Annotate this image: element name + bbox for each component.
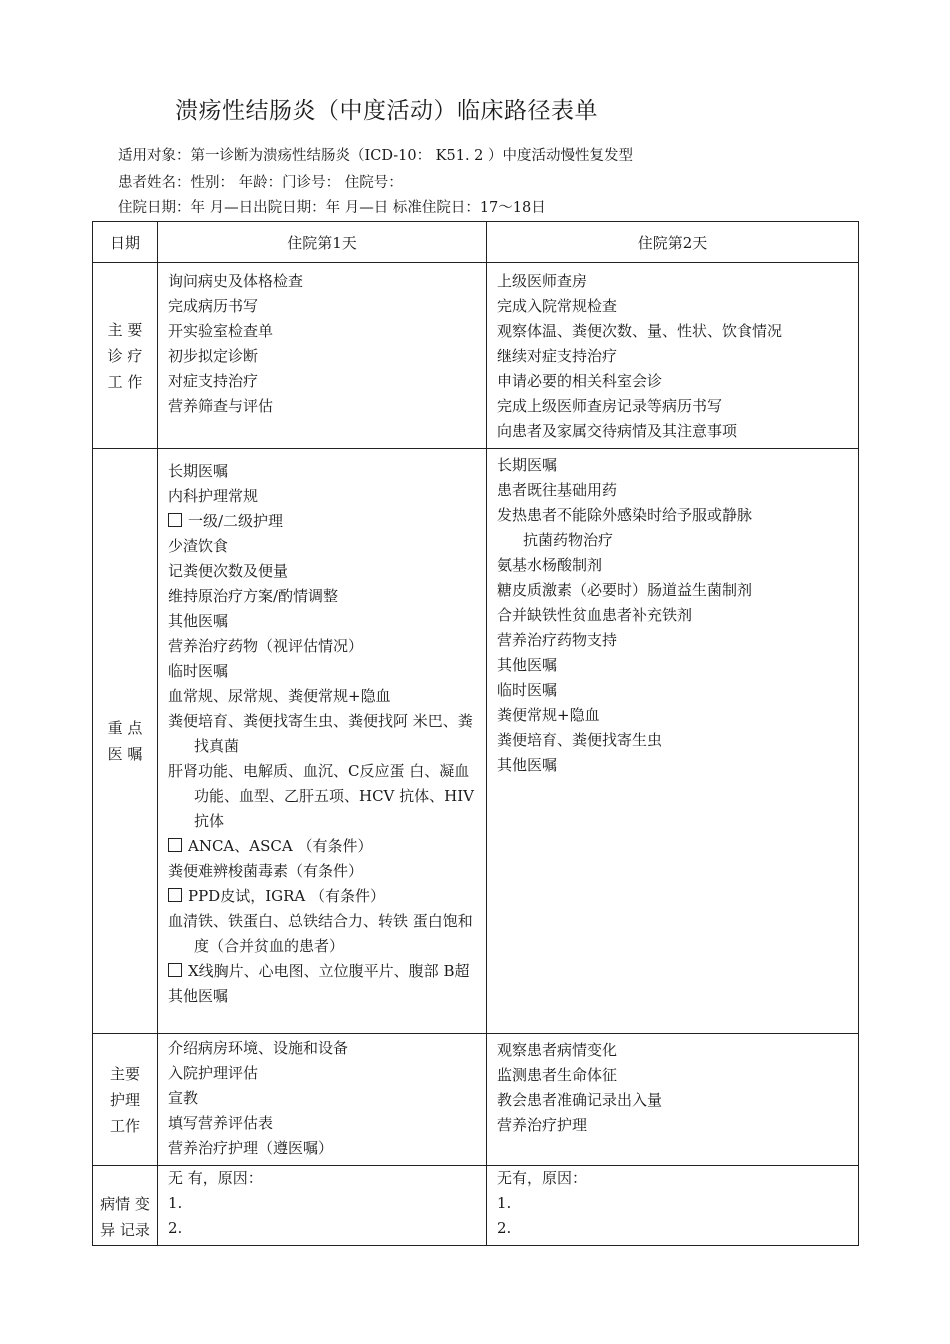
label-line: 护理 [109,1090,140,1109]
list-item: 粪便难辨梭菌毒素（有条件） [168,862,364,880]
list-item: 其他医嘱 [168,987,229,1005]
variance-reason-1[interactable]: 1. [497,1194,512,1212]
list-item: 继续对症支持治疗 [497,347,618,365]
list-item: 上级医师查房 [497,272,588,290]
header-date: 日期 [93,222,158,263]
list-item: 粪便常规+隐血 [497,706,600,724]
admission-dates-line: 住院日期：年 月—日出院日期：年 月—日 标准住院日：17〜18日 [118,200,546,216]
label-orders [93,449,158,1034]
list-item-text: ANCA、ASCA （有条件） [188,837,373,855]
checkbox[interactable] [168,888,182,902]
orders-day2 [487,449,859,1034]
list-item: 介绍病房环境、设施和设备 [168,1039,349,1057]
header-row [93,222,859,263]
page-title: 溃疡性结肠炎（中度活动）临床路径表单 [175,98,598,124]
list-item: 询问病史及体格检查 [168,272,304,290]
list-item: 记粪便次数及便量 [168,562,289,580]
checkbox[interactable] [168,963,182,977]
list-item: 长期医嘱 [168,462,229,480]
list-item: 完成上级医师查房记录等病历书写 [497,397,723,415]
list-item: 监测患者生命体征 [497,1066,618,1084]
list-item: 患者既往基础用药 [497,481,618,499]
row-orders [93,449,859,1034]
variance-options[interactable]: 无有，原因： [497,1169,588,1187]
list-item: 粪便培育、粪便找寄生虫 [497,731,663,749]
checkbox-item [168,509,480,534]
list-item: 氨基水杨酸制剂 [497,556,603,574]
list-item: 申请必要的相关科室会诊 [497,372,663,390]
list-item: 向患者及家属交待病情及其注意事项 [497,422,738,440]
checkbox-item [168,959,480,984]
list-item: 维持原治疗方案/酌情调整 [168,587,339,605]
list-item-text: PPD皮试，IGRA （有条件） [188,887,386,905]
list-item: 长期医嘱 [497,456,558,474]
main-work-day2 [487,263,859,449]
applicable-subject-line: 适用对象：第一诊断为溃疡性结肠炎（ICD-10： K51. 2 ）中度活动慢性复发型 [118,148,634,164]
header-day2: 住院第2天 [487,222,859,263]
list-item: 营养治疗药物（视评估情况） [168,637,364,655]
row-nursing [93,1034,859,1166]
list-item: 对症支持治疗 [168,372,259,390]
clinical-pathway-table [92,221,859,1246]
checkbox[interactable] [168,513,182,527]
label-line: 诊 疗 [107,346,143,365]
list-item-text: 一级/二级护理 [188,512,284,530]
variance-reason-2[interactable]: 2. [497,1219,512,1237]
label-variance [93,1166,158,1246]
main-work-day1 [158,263,487,449]
list-item: 临时医嘱 [168,662,229,680]
label-line: 医 嘱 [107,745,143,763]
list-item: 其他医嘱 [168,612,229,630]
list-item: 糖皮质激素（必要时）肠道益生菌制剂 [497,581,753,599]
list-item: 教会患者准确记录出入量 [497,1091,663,1109]
nursing-day1 [158,1034,487,1166]
patient-info-line: 患者姓名：性别： 年龄：门诊号： 住院号： [118,175,403,191]
list-item: 血常规、尿常规、粪便常规+隐血 [168,687,391,705]
list-item: 其他医嘱 [497,656,558,674]
label-line: 病情 变 [100,1195,150,1213]
checkbox-item [168,834,480,859]
label-line: 主要 [109,1064,140,1083]
list-item: 观察体温、粪便次数、量、性状、饮食情况 [497,322,783,340]
list-item: 抗菌药物治疗 [523,531,614,549]
list-item: 营养治疗护理（遵医嘱） [168,1139,334,1157]
list-item: 少渣饮食 [168,537,229,555]
label-line: 重 点 [107,719,143,737]
list-item: 营养治疗药物支持 [497,631,618,649]
orders-day1 [158,449,487,1034]
list-item: 临时医嘱 [497,681,558,699]
list-item: 血清铁、铁蛋白、总铁结合力、转铁 蛋白饱和度（合并贫血的患者） [168,912,473,955]
variance-options[interactable]: 无 有，原因： [168,1169,263,1187]
label-line: 工作 [109,1116,140,1135]
list-item: 其他医嘱 [497,756,558,774]
nursing-day2 [487,1034,859,1166]
list-item: 粪便培育、粪便找寄生虫、粪便找阿 米巴、粪找真菌 [168,712,473,755]
variance-day1 [158,1166,487,1246]
list-item-text: X线胸片、心电图、立位腹平片、腹部 B超 [188,962,470,980]
list-item: 完成病历书写 [168,297,259,315]
checkbox-item [168,884,480,909]
label-line: 主 要 [107,320,143,339]
list-item: 观察患者病情变化 [497,1041,618,1059]
header-day1: 住院第1天 [158,222,487,263]
list-item: 填写营养评估表 [168,1114,274,1132]
label-main-work [93,263,158,449]
variance-day2 [487,1166,859,1246]
list-item: 入院护理评估 [168,1064,259,1082]
list-item: 内科护理常规 [168,487,259,505]
list-item: 初步拟定诊断 [168,347,259,365]
label-line: 工 作 [107,372,143,391]
list-item: 肝肾功能、电解质、血沉、C反应蛋 白、凝血功能、血型、乙肝五项、HCV 抗体、HIV抗体 [168,762,474,830]
list-item: 完成入院常规检查 [497,297,618,315]
list-item: 宣教 [168,1089,199,1107]
label-line: 异 记录 [100,1221,150,1239]
label-nursing [93,1034,158,1166]
list-item: 开实验室检查单 [168,322,274,340]
list-item: 发热患者不能除外感染时给予服或静脉 [497,506,753,524]
list-item: 合并缺铁性贫血患者补充铁剂 [497,606,693,624]
row-variance [93,1166,859,1246]
variance-reason-2[interactable]: 2. [168,1219,183,1237]
list-item: 营养筛查与评估 [168,397,274,415]
variance-reason-1[interactable]: 1. [168,1194,183,1212]
row-main-work [93,263,859,449]
list-item: 营养治疗护理 [497,1116,588,1134]
checkbox[interactable] [168,838,182,852]
